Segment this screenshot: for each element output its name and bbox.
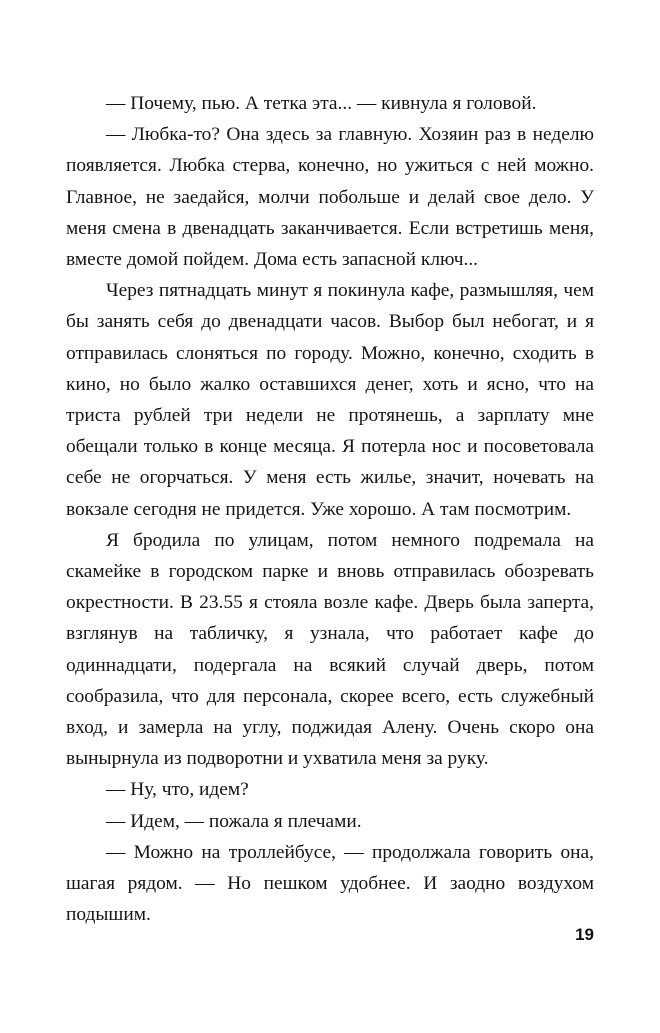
paragraph: — Любка-то? Она здесь за главную. Хозяин раз в неделю появляется. Любка стерва, конечно, но ужиться с ней можно. Главное, не заедайся, молчи побольше и делай свое дело. У меня смена в двенадцать заканчивается. Если встретишь меня, вместе домой пойдем. Дома есть запасной ключ... [66,124,594,271]
paragraph: — Можно на троллейбусе, — продолжала говорить она, шагая рядом. — Но пешком удобнее. И заодно воздухом подышим. [66,841,594,926]
page-body-text [66,88,594,930]
paragraph: Я бродила по улицам, потом немного подремала на скамейке в городском парке и вновь отправилась обозревать окрестности. В 23.55 я стояла возле кафе. Дверь была заперта, взглянув на табличку, я узнала, что работает кафе до одиннадцати, подергала на всякий случай дверь, потом сообразила, что для персонала, скорее всего, есть служебный вход, и замерла на углу, поджидая Алену. Очень скоро она вынырнула из подворотни и ухватила меня за руку. [66,529,594,770]
paragraph: — Почему, пью. А тетка эта... — кивнула я головой. [106,93,537,114]
page-number: 19 [575,925,594,944]
paragraph: Через пятнадцать минут я покинула кафе, размышляя, чем бы занять себя до двенадцати часов. Выбор был небогат, и я отправилась слоняться по городу. Можно, конечно, сходить в кино, но было жалко оставшихся денег, хоть и ясно, что на триста рублей три недели не протянешь, а зарплату мне обещали только в конце месяца. Я потерла нос и посоветовала себе не огорчаться. У меня есть жилье, значит, ночевать на вокзале сегодня не придется. Уже хорошо. А там посмотрим. [66,280,594,520]
paragraph: — Ну, что, идем? [106,779,249,801]
paragraph: — Идем, — пожала я плечами. [106,810,362,832]
